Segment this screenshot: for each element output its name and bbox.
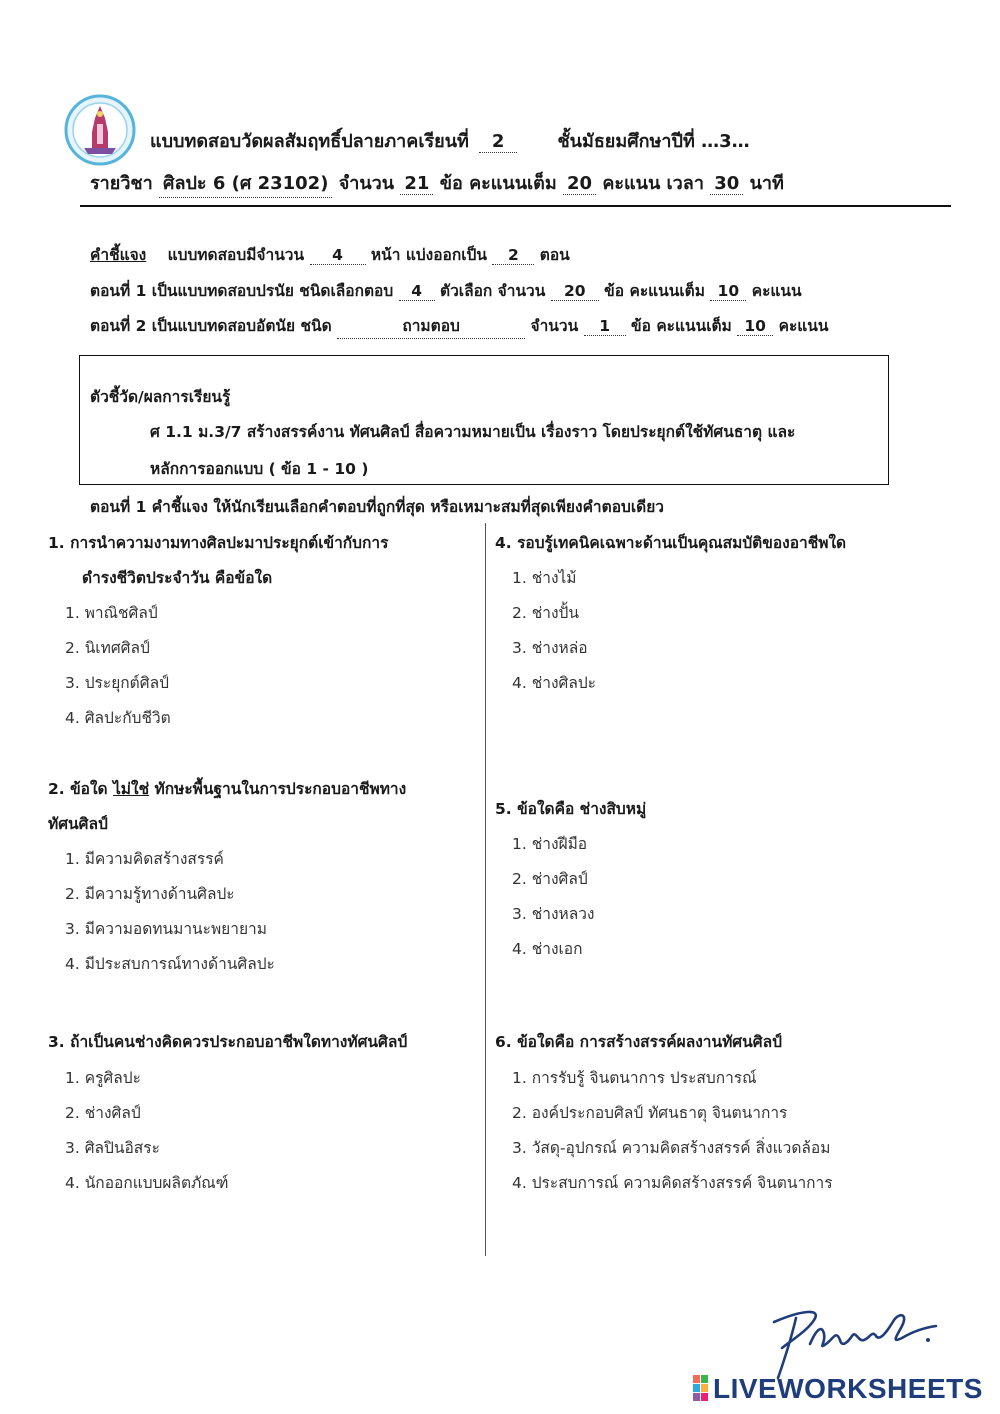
- question-2-text: [48, 776, 406, 801]
- liveworksheets-brand: LIVEWORKSHEETS: [713, 1373, 983, 1404]
- instructions-part-1: [90, 278, 802, 303]
- count-suffix: ข้อ คะแนนเต็ม: [439, 173, 557, 194]
- parts-value: 2: [492, 246, 534, 265]
- school-emblem-icon: [64, 94, 136, 166]
- question-4-text: 4. รอบรู้เทคนิคเฉพาะด้านเป็นคุณสมบัติของอาชีพใด: [495, 534, 847, 552]
- instructions-text-b: หน้า แบ่งออกเป็น: [370, 246, 487, 264]
- part1-text-b: ตัวเลือก จำนวน: [440, 282, 546, 300]
- part2-count-value: 1: [584, 317, 626, 336]
- question-6-option-3[interactable]: 3. วัสดุ-อุปกรณ์ ความคิดสร้างสรรค์ สิ่งแวดล้อม: [512, 1139, 831, 1157]
- question-6-option-2[interactable]: 2. องค์ประกอบศิลป์ ทัศนธาตุ จินตนาการ: [512, 1104, 788, 1122]
- column-divider: [485, 523, 486, 1256]
- question-1-text: 1. การนำความงามทางศิลปะมาประยุกต์เข้ากับการ: [48, 534, 389, 552]
- question-1-text-cont: ดำรงชีวิตประจำวัน คือข้อใด: [82, 569, 273, 587]
- indicator-title: ตัวชี้วัด/ผลการเรียนรู้: [90, 388, 231, 406]
- question-2-text-cont: ทัศนศิลป์: [48, 815, 108, 833]
- part2-text-b: จำนวน: [530, 317, 579, 335]
- part2-text-d: คะแนน: [778, 317, 829, 335]
- exam-title-text: แบบทดสอบวัดผลสัมฤทธิ์ปลายภาคเรียนที่: [150, 131, 469, 152]
- full-score-value: 20: [563, 173, 596, 195]
- question-2-option-4[interactable]: 4. มีประสบการณ์ทางด้านศิลปะ: [65, 955, 275, 973]
- question-2-negation: ไม่ใช่: [113, 780, 150, 798]
- pages-value: 4: [310, 246, 366, 265]
- question-3-option-1[interactable]: 1. ครูศิลปะ: [65, 1069, 141, 1087]
- time-suffix: นาที: [749, 173, 784, 194]
- grade-label: ชั้นมัธยมศึกษาปีที่ …3…: [557, 131, 750, 152]
- count-prefix: จำนวน: [338, 173, 395, 194]
- indicator-line-2: หลักการออกแบบ ( ข้อ 1 - 10 ): [150, 460, 369, 478]
- question-2-option-3[interactable]: 3. มีความอดทนมานะพยายาม: [65, 920, 267, 938]
- question-6-option-1[interactable]: 1. การรับรู้ จินตนาการ ประสบการณ์: [512, 1069, 757, 1087]
- question-2-option-2[interactable]: 2. มีความรู้ทางด้านศิลปะ: [65, 885, 235, 903]
- question-1-option-2[interactable]: 2. นิเทศศิลป์: [65, 639, 150, 657]
- question-3-option-3[interactable]: 3. ศิลปินอิสระ: [65, 1139, 160, 1157]
- question-2-prefix: 2. ข้อใด: [48, 780, 108, 798]
- instructions-text-a: แบบทดสอบมีจำนวน: [167, 246, 305, 264]
- indicator-line-1: ศ 1.1 ม.3/7 สร้างสรรค์งาน ทัศนศิลป์ สื่อความหมายเป็น เรื่องราว โดยประยุกต์ใช้ทัศนธาตุ และ: [150, 423, 796, 441]
- part1-count-value: 20: [551, 282, 599, 301]
- liveworksheets-logo-icon: [693, 1375, 709, 1403]
- question-3-option-4[interactable]: 4. นักออกแบบผลิตภัณฑ์: [65, 1174, 229, 1192]
- instructions-label: คำชี้แจง: [90, 246, 147, 264]
- score-suffix: คะแนน เวลา: [602, 173, 704, 194]
- question-5-option-4[interactable]: 4. ช่างเอก: [512, 940, 583, 958]
- question-4-option-4[interactable]: 4. ช่างศิลปะ: [512, 674, 597, 692]
- liveworksheets-logo: [693, 1373, 983, 1405]
- part1-text-a: ตอนที่ 1 เป็นแบบทดสอบปรนัย ชนิดเลือกตอบ: [90, 282, 394, 300]
- question-5-text: 5. ข้อใดคือ ช่างสิบหมู่: [495, 800, 647, 818]
- question-5-option-1[interactable]: 1. ช่างฝีมือ: [512, 835, 588, 853]
- question-2-rest: ทักษะพื้นฐานในการประกอบอาชีพทาง: [154, 780, 407, 798]
- signature-icon: [752, 1300, 942, 1382]
- instructions-text-c: ตอน: [539, 246, 570, 264]
- question-6-option-4[interactable]: 4. ประสบการณ์ ความคิดสร้างสรรค์ จินตนาการ: [512, 1174, 833, 1192]
- header-divider: [80, 205, 951, 207]
- question-1-option-1[interactable]: 1. พาณิชศิลป์: [65, 604, 158, 622]
- question-1-option-4[interactable]: 4. ศิลปะกับชีวิต: [65, 709, 171, 727]
- time-value: 30: [710, 173, 743, 195]
- part1-choices-value: 4: [399, 282, 435, 301]
- question-1-option-3[interactable]: 3. ประยุกต์ศิลป์: [65, 674, 169, 692]
- question-4-option-1[interactable]: 1. ช่างไม้: [512, 569, 577, 587]
- question-3-text: 3. ถ้าเป็นคนช่างคิดควรประกอบอาชีพใดทางทัศนศิลป์: [48, 1033, 408, 1051]
- instructions-line-1: [90, 242, 570, 267]
- part1-text-d: คะแนน: [751, 282, 802, 300]
- question-5-option-3[interactable]: 3. ช่างหลวง: [512, 905, 595, 923]
- subject-line: [90, 168, 784, 198]
- part2-text-a: ตอนที่ 2 เป็นแบบทดสอบอัตนัย ชนิด: [90, 317, 332, 335]
- part1-text-c: ข้อ คะแนนเต็ม: [604, 282, 705, 300]
- part2-type-value: ถามตอบ: [337, 313, 525, 339]
- question-3-option-2[interactable]: 2. ช่างศิลป์: [65, 1104, 141, 1122]
- instructions-part-2: [90, 313, 828, 339]
- part1-instruction: ตอนที่ 1 คำชี้แจง ให้นักเรียนเลือกคำตอบที่ถูกที่สุด หรือเหมาะสมที่สุดเพียงคำตอบเดียว: [90, 498, 664, 516]
- count-value: 21: [400, 173, 433, 195]
- question-6-text: 6. ข้อใดคือ การสร้างสรรค์ผลงานทัศนศิลป์: [495, 1033, 782, 1051]
- part1-score-value: 10: [710, 282, 746, 301]
- term-value: 2: [479, 131, 517, 153]
- exam-title: [150, 126, 750, 155]
- subject-prefix: รายวิชา: [90, 173, 153, 194]
- question-2-option-1[interactable]: 1. มีความคิดสร้างสรรค์: [65, 850, 224, 868]
- question-4-option-3[interactable]: 3. ช่างหล่อ: [512, 639, 588, 657]
- part2-text-c: ข้อ คะแนนเต็ม: [631, 317, 732, 335]
- question-4-option-2[interactable]: 2. ช่างปั้น: [512, 604, 579, 622]
- part2-score-value: 10: [737, 317, 773, 336]
- subject-value: ศิลปะ 6 (ศ 23102): [159, 168, 332, 198]
- question-5-option-2[interactable]: 2. ช่างศิลป์: [512, 870, 588, 888]
